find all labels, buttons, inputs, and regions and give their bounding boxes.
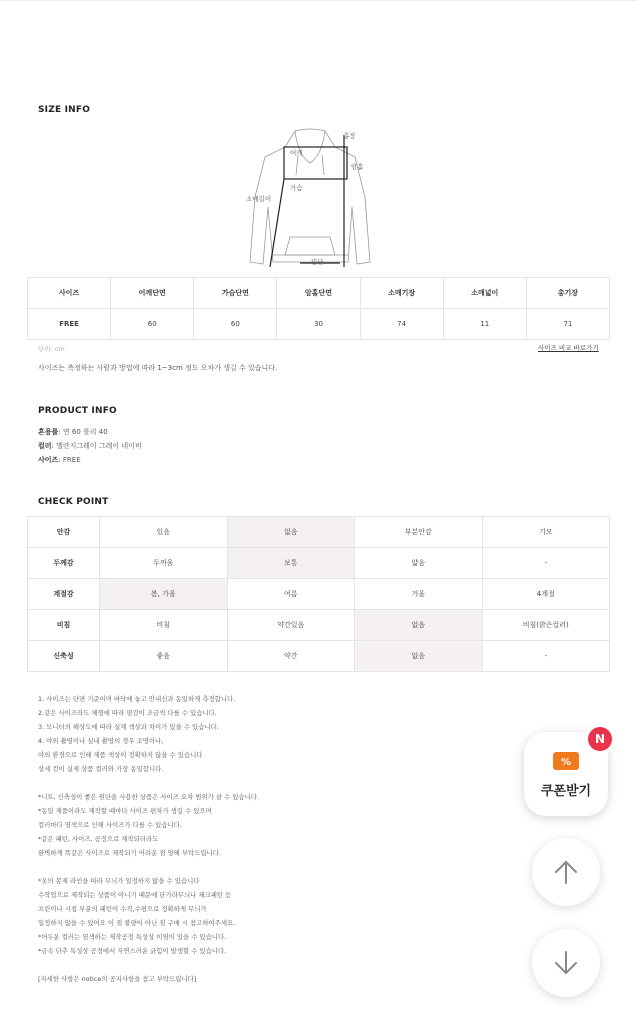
- diagram-label-chest: 가슴: [290, 184, 303, 192]
- size-cell: 71: [526, 309, 609, 340]
- check-point-table: [27, 516, 610, 672]
- check-point-option: -: [482, 641, 610, 672]
- check-point-option: 없음: [355, 641, 483, 672]
- note-line: *동일 제품이라도 제작할 때마다 사이즈 편차가 생길 수 있으며: [38, 807, 212, 815]
- product-info-line: [38, 455, 81, 465]
- check-point-option: 없음: [227, 517, 355, 548]
- note-line: [자세한 사항은 notice의 공지사항을 참고 부탁드립니다]: [38, 975, 197, 983]
- size-table-row: [28, 309, 610, 340]
- size-note: 사이즈는 측정하는 사람과 방법에 따라 1~3cm 정도 오차가 생길 수 있습니다.: [38, 364, 278, 372]
- note-line: *어두운 컬러는 염색하는 제작공정 특성상 이염이 있을 수 있습니다.: [38, 933, 227, 941]
- note-line: [38, 860, 259, 874]
- product-info-label: 컬러: [38, 442, 52, 450]
- note-line: 수작업으로 제작되는 상품이 아니기 때문에 단가라무늬나 체크패턴 등: [38, 891, 232, 899]
- check-point-option: 봄, 가을: [100, 579, 228, 610]
- size-table-header: [28, 278, 610, 309]
- check-point-option: -: [482, 548, 610, 579]
- diagram-label-shoulder: 어깨: [290, 149, 303, 157]
- check-point-title: CHECK POINT: [38, 497, 109, 507]
- check-point-option: 있음: [100, 517, 228, 548]
- scroll-up-button[interactable]: [532, 838, 600, 906]
- top-divider: [0, 0, 637, 1]
- size-table: [27, 277, 610, 340]
- svg-text:%: %: [561, 757, 572, 768]
- size-header-cell: 소매기장: [360, 278, 443, 309]
- new-badge: N: [588, 727, 612, 751]
- diagram-label-sleeve: 소매길이: [246, 195, 272, 203]
- check-point-row: [28, 548, 610, 579]
- check-point-option: 약간: [227, 641, 355, 672]
- size-cell: 74: [360, 309, 443, 340]
- coupon-label: 쿠폰받기: [540, 784, 592, 799]
- size-header-cell: 어깨단면: [111, 278, 194, 309]
- check-point-label: 안감: [28, 517, 100, 548]
- check-point-label: 두께감: [28, 548, 100, 579]
- note-line: [38, 776, 259, 790]
- check-point-row: [28, 579, 610, 610]
- size-cell: FREE: [28, 309, 111, 340]
- check-point-option: 보통: [227, 548, 355, 579]
- note-line: [38, 958, 259, 972]
- note-line: *옷의 봉제 라인을 따라 무늬가 일정하지 않을 수 있습니다: [38, 877, 200, 885]
- size-cell: 11: [443, 309, 526, 340]
- note-line: 2.같은 사이즈라도 체형에 따라 핏감이 조금씩 다를 수 있습니다.: [38, 709, 217, 717]
- note-line: *금속 단추 특성상 공정에서 자연스러운 긁힘이 발생할 수 있습니다.: [38, 947, 227, 955]
- check-point-option: 약간있음: [227, 610, 355, 641]
- size-compare-link[interactable]: 사이즈 비교 바로가기: [538, 344, 599, 352]
- ticket-icon: [553, 752, 579, 770]
- note-line: 컬러마다 염색으로 인해 사이즈가 다를 수 있습니다.: [38, 821, 182, 829]
- size-header-cell: 총기장: [526, 278, 609, 309]
- diagram-label-armhole: 암홀: [351, 163, 364, 171]
- check-point-option: 두꺼움: [100, 548, 228, 579]
- product-info-value: : 면 60 폴리 40: [58, 428, 108, 436]
- product-info-label: 혼용률: [38, 428, 59, 436]
- note-line: *같은 패턴, 사이즈, 공정으로 제작되더라도: [38, 835, 159, 843]
- note-line: 야외 환경으로 인해 제품 색상이 정확하지 않을 수 있습니다: [38, 751, 203, 759]
- check-point-label: 비침: [28, 610, 100, 641]
- check-point-option: 겨울: [355, 579, 483, 610]
- size-header-cell: 사이즈: [28, 278, 111, 309]
- scroll-down-button[interactable]: [532, 929, 600, 997]
- size-cell: 60: [194, 309, 277, 340]
- size-info-title: SIZE INFO: [38, 105, 91, 115]
- size-unit: 단위: cm: [38, 345, 65, 353]
- note-line: 일정하지 않을 수 있어요 이 점 불량이 아닌 점 구매 시 참고하여주세요.: [38, 919, 236, 927]
- check-point-option: 4계절: [482, 579, 610, 610]
- size-header-cell: 가슴단면: [194, 278, 277, 309]
- check-point-label: 계절감: [28, 579, 100, 610]
- product-info-line: [38, 427, 108, 437]
- check-point-label: 신축성: [28, 641, 100, 672]
- arrow-down-icon: [532, 929, 600, 997]
- check-point-row: [28, 517, 610, 548]
- note-line: 3. 모니터의 해상도에 따라 실제 색상과 차이가 있을 수 있습니다.: [38, 723, 219, 731]
- product-info-title: PRODUCT INFO: [38, 406, 117, 416]
- notes-block: [38, 692, 259, 986]
- note-line: 1. 사이즈는 단면 기준이며 바닥에 놓고 안내선과 동일하게 측정합니다.: [38, 695, 236, 703]
- note-line: *니트, 신축성이 좋은 원단을 사용한 상품은 사이즈 오차 범위가 클 수 있습니다.: [38, 793, 259, 801]
- note-line: 상세 컷이 실제 상품 컬러와 가장 동일합니다.: [38, 765, 164, 773]
- diagram-label-length: 총장: [343, 132, 356, 140]
- check-point-row: [28, 610, 610, 641]
- check-point-option: 여름: [227, 579, 355, 610]
- note-line: 4. 야외 촬영이나 실내 촬영의 경우 조명이나,: [38, 737, 164, 745]
- product-info-value: : FREE: [58, 456, 81, 464]
- check-point-option: 부분안감: [355, 517, 483, 548]
- arrow-up-icon: [532, 838, 600, 906]
- check-point-option: 기모: [482, 517, 610, 548]
- check-point-option: 얇음: [355, 548, 483, 579]
- size-cell: 60: [111, 309, 194, 340]
- size-header-cell: 소매넓이: [443, 278, 526, 309]
- check-point-row: [28, 641, 610, 672]
- size-cell: 30: [277, 309, 360, 340]
- product-info-label: 사이즈: [38, 456, 59, 464]
- check-point-option: 비침: [100, 610, 228, 641]
- check-point-option: 비침(밝은컬러): [482, 610, 610, 641]
- size-header-cell: 암홀단면: [277, 278, 360, 309]
- check-point-option: 없음: [355, 610, 483, 641]
- product-info-value: : 멜란지그레이 그레이 네이비: [51, 442, 142, 450]
- note-line: 프린이나 시접 부분의 패턴이 수직,수평으로 정확하게 무늬가: [38, 905, 207, 913]
- check-point-option: 좋음: [100, 641, 228, 672]
- product-info-line: [38, 441, 142, 451]
- note-line: 완벽하게 똑같은 사이즈로 제작되기 어려운 점 양해 부탁드립니다.: [38, 849, 221, 857]
- diagram-label-hem: 밑단: [311, 258, 324, 266]
